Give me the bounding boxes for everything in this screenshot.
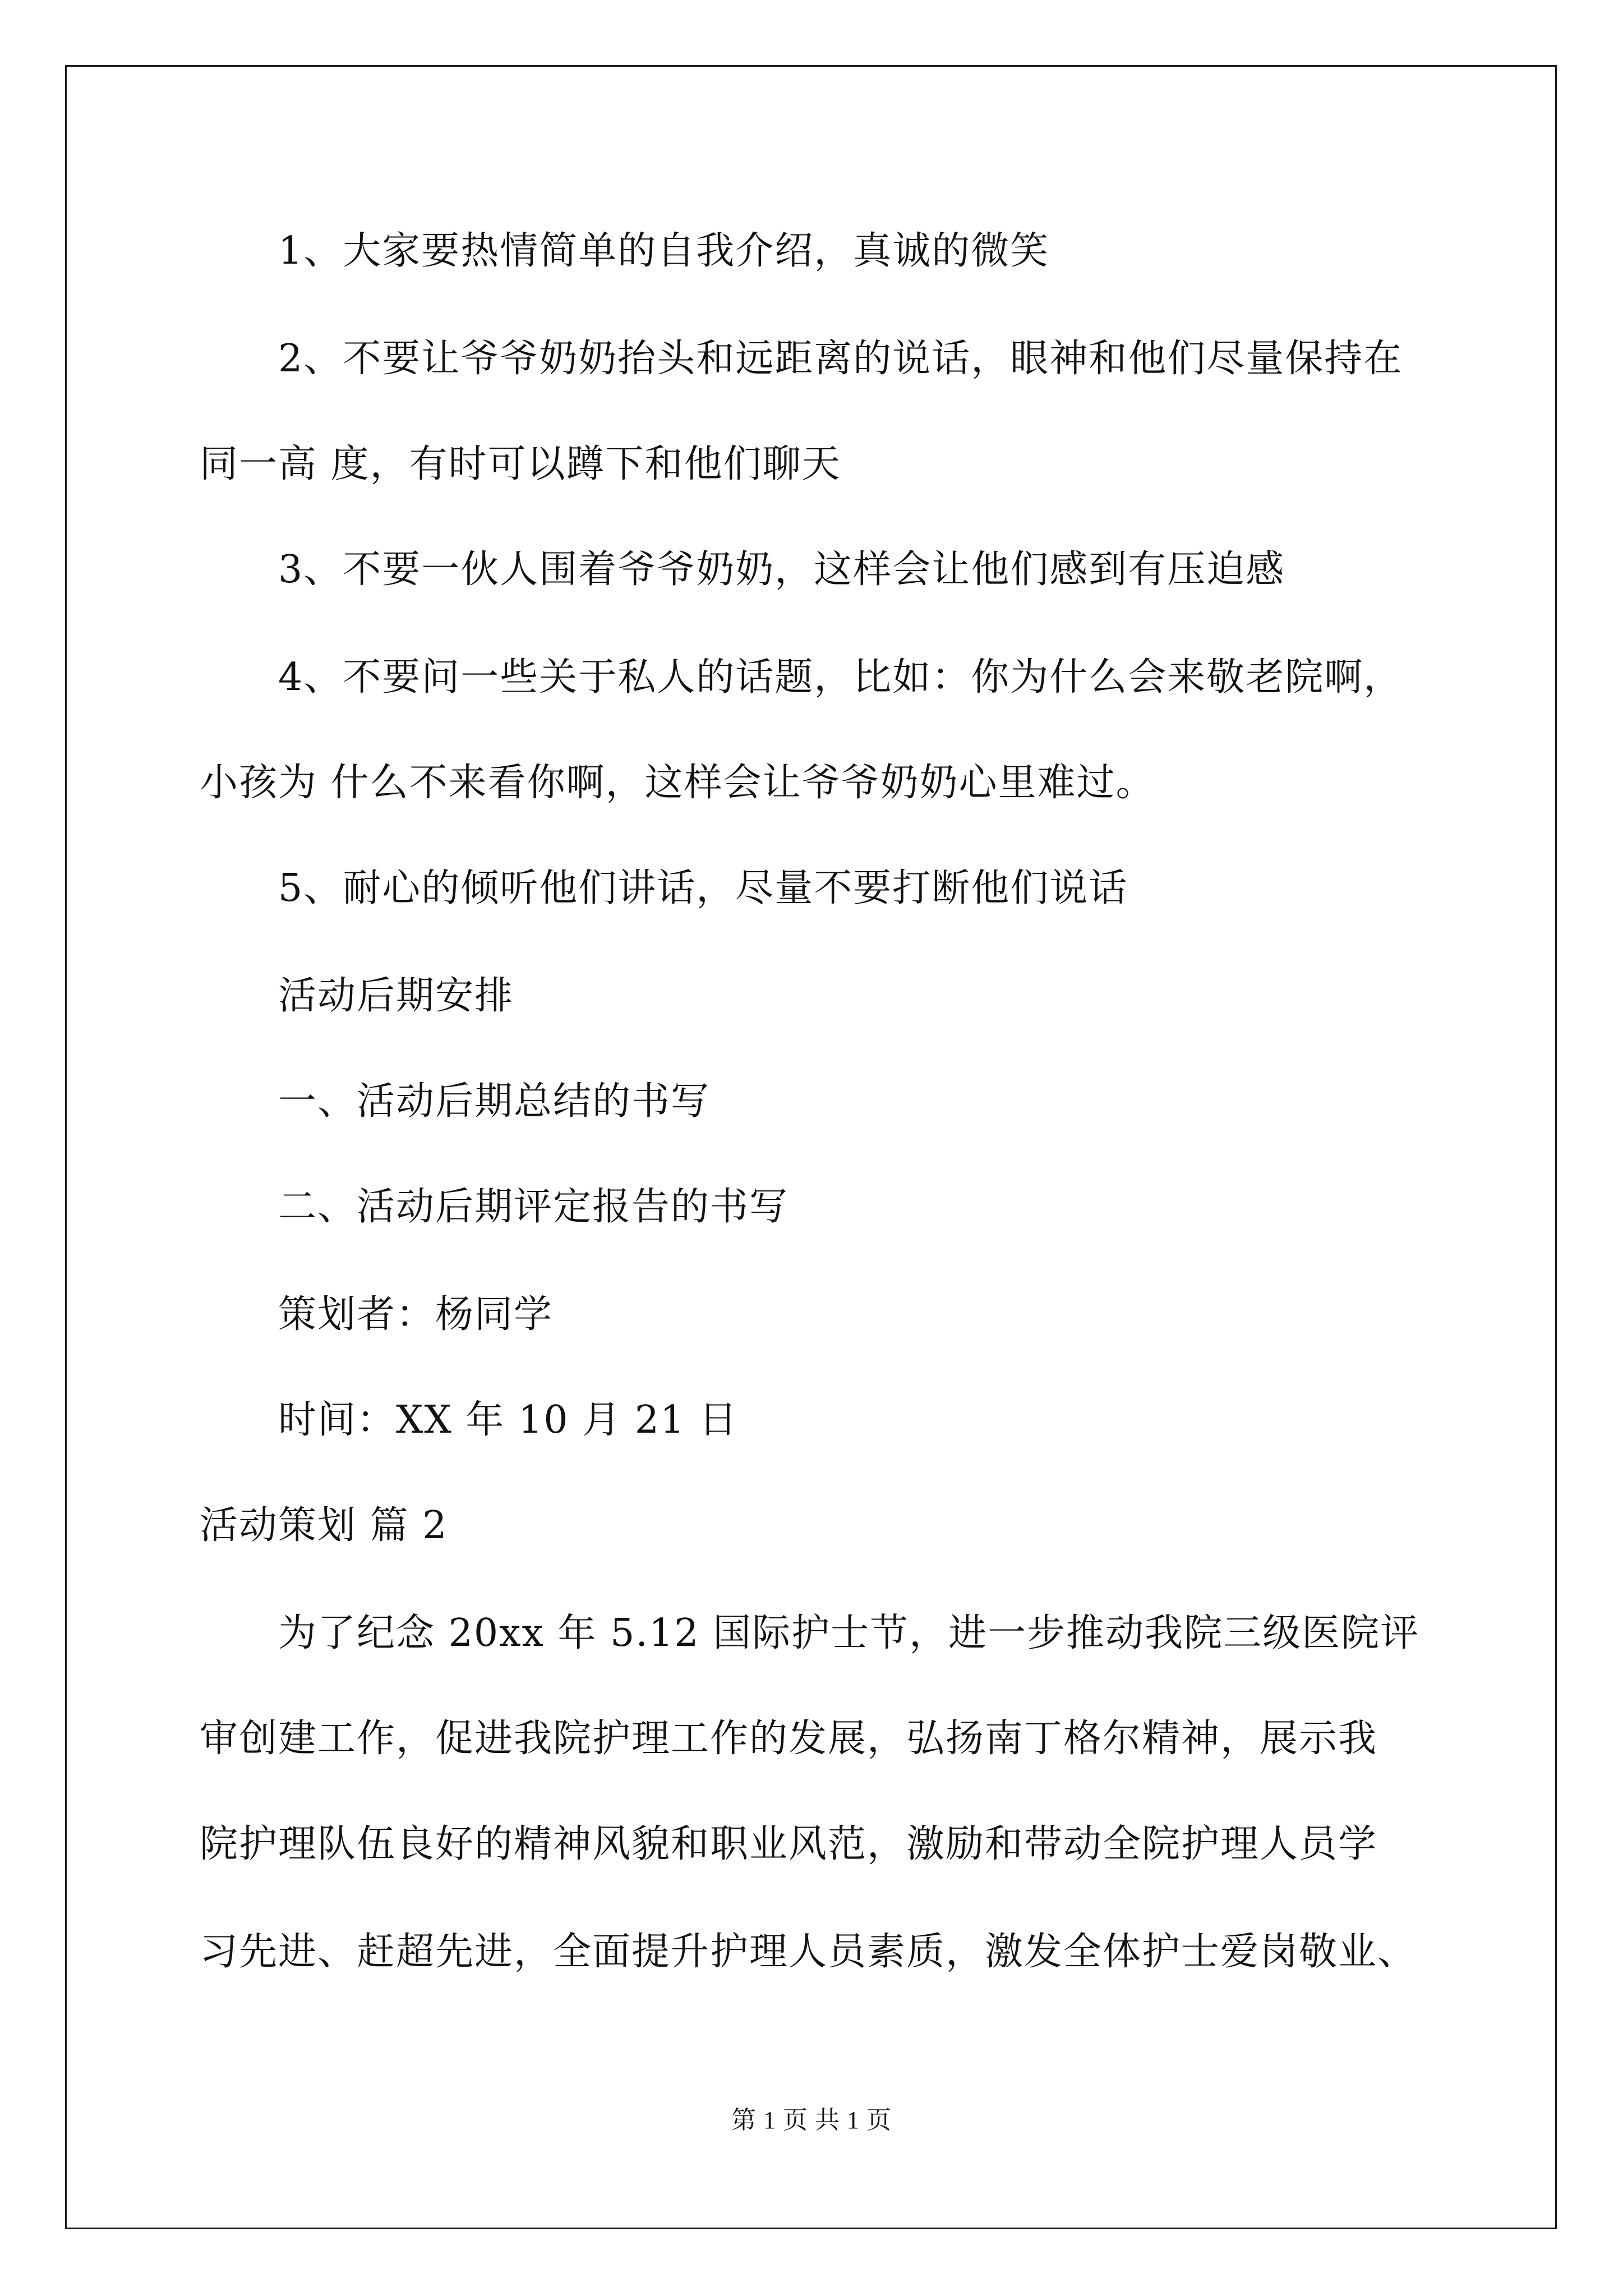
paragraph-line-4: 习先进、赶超先进，全面提升护理人员素质，激发全体护士爱岗敬业、 [200, 1930, 1417, 1974]
list-item-5: 5、耐心的倾听他们讲话，尽量不要打断他们说话 [278, 866, 1128, 910]
post-activity-item-1: 一、活动后期总结的书写 [278, 1079, 711, 1124]
page-border [65, 65, 1557, 2229]
list-item-3: 3、不要一伙人围着爷爷奶奶，这样会让他们感到有压迫感 [278, 547, 1285, 592]
list-item-2-line-2: 同一高 度，有时可以蹲下和他们聊天 [200, 442, 841, 486]
section-title: 活动策划 篇 2 [200, 1503, 448, 1548]
post-activity-heading: 活动后期安排 [278, 974, 514, 1018]
paragraph-line-3: 院护理队伍良好的精神风貌和职业风范，激励和带动全院护理人员学 [200, 1822, 1378, 1866]
paragraph-line-1: 为了纪念 20xx 年 5.12 国际护士节，进一步推动我院三级医院评 [278, 1611, 1420, 1655]
list-item-4-line-1: 4、不要问一些关于私人的话题，比如：你为什么会来敬老院啊， [278, 655, 1403, 700]
paragraph-line-2: 审创建工作，促进我院护理工作的发展，弘扬南丁格尔精神，展示我 [200, 1717, 1378, 1761]
date-line: 时间：XX 年 10 月 21 日 [278, 1398, 738, 1442]
post-activity-item-2: 二、活动后期评定报告的书写 [278, 1185, 789, 1229]
list-item-1: 1、大家要热情简单的自我介绍，真诚的微笑 [278, 229, 1050, 273]
list-item-2-line-1: 2、不要让爷爷奶奶抬头和远距离的说话，眼神和他们尽量保持在 [278, 337, 1403, 381]
planner-line: 策划者：杨同学 [278, 1292, 554, 1337]
page-footer: 第 1 页 共 1 页 [731, 2106, 892, 2134]
list-item-4-line-2: 小孩为 什么不来看你啊，这样会让爷爷奶奶心里难过。 [200, 761, 1155, 805]
